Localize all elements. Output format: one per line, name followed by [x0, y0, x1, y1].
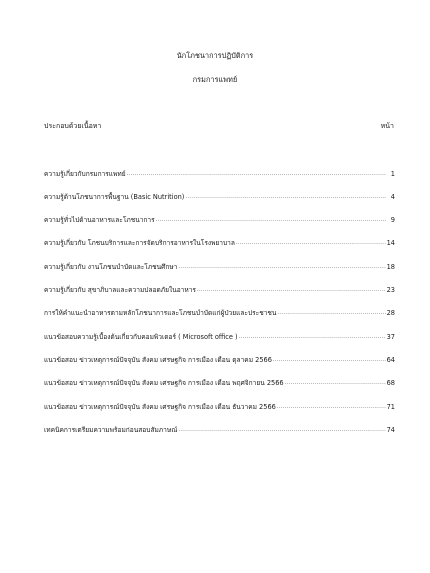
toc-dot-leader — [236, 238, 386, 248]
toc-dot-leader — [178, 425, 385, 435]
toc-entry-label: ความรู้เกี่ยวกับ สุขาภิบาลและความปลอดภัยในอาหาร — [44, 286, 196, 294]
toc-entry-page: 74 — [386, 426, 395, 434]
toc-entry[interactable] — [44, 167, 395, 179]
toc-entry[interactable] — [44, 260, 395, 272]
toc-entry-page: 1 — [390, 170, 395, 178]
toc-entry-label: ความรู้เกี่ยวกับ งานโภชนบำบัดและโภชนศึกษา — [44, 263, 178, 271]
toc-entry-label: ความรู้ด้านโภชนาการพื้นฐาน (Basic Nutrition) — [44, 193, 185, 201]
document-subtitle: กรมการแพทย์ — [192, 75, 238, 84]
toc-entry-page: 28 — [386, 309, 395, 317]
toc-entry[interactable] — [44, 330, 395, 342]
toc-entry-label: การให้คำแนะนำอาหารตามหลักโภชนาการและโภชนบำบัดแก่ผู้ป่วยและประชาชน — [44, 309, 277, 317]
toc-entry-label: ความรู้ทั่วไปด้านอาหารและโภชนาการ — [44, 216, 155, 224]
toc-entry-label: เทคนิคการเตรียมความพร้อมก่อนสอบสัมภาษณ์ — [44, 426, 178, 434]
toc-dot-leader — [277, 402, 386, 412]
toc-entry-label: แนวข้อสอบ ข่าวเหตุการณ์ปัจจุบัน สังคม เศรษฐกิจ การเมือง เดือน ตุลาคม 2566 — [44, 356, 272, 364]
toc-entry[interactable] — [44, 376, 395, 388]
toc-entry-page: 23 — [386, 286, 395, 294]
page-column-label: หน้า — [380, 122, 394, 130]
toc-dot-leader — [277, 308, 385, 318]
toc-entry-label: แนวข้อสอบความรู้เบื้องต้นเกี่ยวกับคอมพิวเตอร์ ( Microsoft office ) — [44, 333, 238, 341]
toc-entry-page: 64 — [386, 356, 395, 364]
toc-dot-leader — [273, 355, 386, 365]
toc-entry-page: 14 — [386, 239, 395, 247]
toc-dot-leader — [197, 285, 386, 295]
toc-header — [44, 121, 394, 132]
toc-entry[interactable] — [44, 213, 395, 225]
toc-dot-leader — [239, 332, 386, 342]
toc-entry-page: 68 — [386, 379, 395, 387]
toc-entry[interactable] — [44, 400, 395, 412]
contents-label: ประกอบด้วยเนื้อหา — [44, 122, 102, 130]
toc-entry[interactable] — [44, 353, 395, 365]
toc-entry-label: แนวข้อสอบ ข่าวเหตุการณ์ปัจจุบัน สังคม เศรษฐกิจ การเมือง เดือน พฤศจิกายน 2566 — [44, 379, 284, 387]
toc-dot-leader — [285, 378, 386, 388]
toc-entry-page: 37 — [386, 333, 395, 341]
toc-dot-leader — [178, 262, 385, 272]
toc-entry[interactable] — [44, 283, 395, 295]
toc-entry-page: 9 — [390, 216, 395, 224]
toc-entry-page: 4 — [390, 193, 395, 201]
toc-entry[interactable] — [44, 236, 395, 248]
toc-entry[interactable] — [44, 423, 395, 435]
toc-entry[interactable] — [44, 190, 395, 202]
toc-entry-label: ความรู้เกี่ยวกับกรมการแพทย์ — [44, 170, 126, 178]
toc-entry-label: ความรู้เกี่ยวกับ โภชนบริการและการจัดบริการอาหารในโรงพยาบาล — [44, 239, 235, 247]
document-title: นักโภชนาการปฏิบัติการ — [176, 51, 254, 60]
toc-dot-leader — [127, 169, 386, 179]
toc-entry-page: 71 — [386, 403, 395, 411]
toc-entry-page: 18 — [386, 263, 395, 271]
toc-entry[interactable] — [44, 306, 395, 318]
toc-dot-leader — [156, 215, 386, 225]
toc-dot-leader — [185, 192, 386, 202]
toc-entry-label: แนวข้อสอบ ข่าวเหตุการณ์ปัจจุบัน สังคม เศรษฐกิจ การเมือง เดือน ธันวาคม 2566 — [44, 403, 276, 411]
